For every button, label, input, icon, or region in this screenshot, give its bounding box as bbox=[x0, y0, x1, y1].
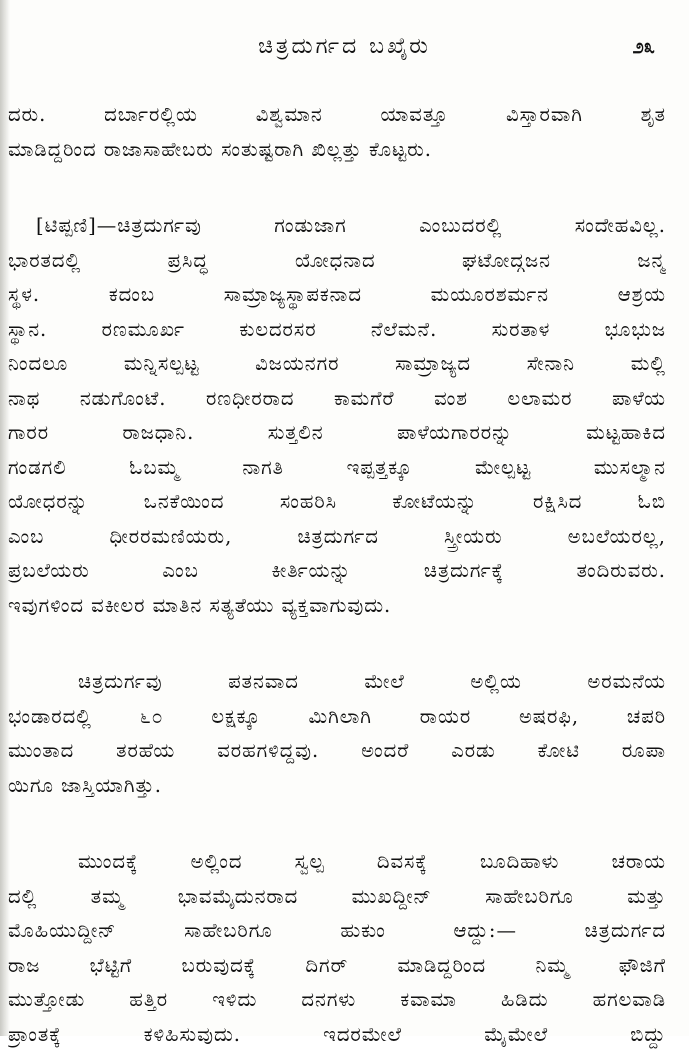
text-line: ಗಾರರ ರಾಜಧಾನಿ. ಸುತ್ತಲಿನ ಪಾಳೆಯಗಾರರನ್ನು ಮಟ್ಟಹಾಕಿದ bbox=[8, 416, 666, 451]
text-line: ರಾಜ ಭೆಟ್ಟಿಗೆ ಬರುವುದಕ್ಕೆ ದಿಗರ್ ಮಾಡಿದ್ದರಿಂದ ನಿಮ್ಮ ಫೌಜಿಗೆ bbox=[8, 949, 666, 984]
paragraph-gap bbox=[8, 623, 666, 665]
text-line: ಯೋಧರನ್ನು ಒನಕೆಯಿಂದ ಸಂಹರಿಸಿ ಕೋಟೆಯನ್ನು ರಕ್ಷಿಸಿದ ಓಬಿ bbox=[8, 485, 666, 520]
text-line: ನಾಥ ನಡುಗೊಂಟೆ. ರಣಧೀರರಾದ ಕಾಮಗೆರೆ ವಂಶ ಲಲಾಮರ ಪಾಳೆಯ bbox=[8, 382, 666, 417]
paragraph-gap bbox=[8, 803, 666, 845]
text-line: ಪ್ರಬಲೆಯರು ಎಂಬ ಕೀರ್ತಿಯನ್ನು ಚಿತ್ರದುರ್ಗಕ್ಕೆ ತಂದಿರುವರು. bbox=[8, 554, 666, 589]
text-line: ದರು. ದರ್ಬಾರಲ್ಲಿಯ ವಿಶ್ವಮಾನ ಯಾವತ್ತೂ ವಿಸ್ತಾರವಾಗಿ ಶೃತ bbox=[8, 98, 666, 133]
text-line: ನಿಂದಲೂ ಮನ್ನಿಸಲ್ಪಟ್ಟ ವಿಜಯನಗರ ಸಾಮ್ರಾಜ್ಯದ ಸೇನಾನಿ ಮಲ್ಲಿ bbox=[8, 347, 666, 382]
paragraph-treasury bbox=[8, 665, 666, 803]
page-number: ೨೩ bbox=[633, 34, 655, 58]
text-line: ಮೊಹಿಯುದ್ದೀನ್ ಸಾಹೇಬರಿಗೂ ಹುಕುಂ ಆದ್ದು:— ಚಿತ್ರದುರ್ಗದ bbox=[8, 914, 666, 949]
text-line: ಎಂಬ ಧೀರರಮಣಿಯರು, ಚಿತ್ರದುರ್ಗದ ಸ್ತ್ರೀಯರು ಅಬಲೆಯರಲ್ಲ, bbox=[8, 520, 666, 555]
page-header bbox=[0, 30, 689, 64]
text-line: ಭಂಡಾರದಲ್ಲಿ ೬೦ ಲಕ್ಷಕ್ಕೂ ಮಿಗಿಲಾಗಿ ರಾಯರ ಅಷರಫಿ, ಚಪರಿ bbox=[8, 700, 666, 735]
text-line: ಭಾರತದಲ್ಲಿ ಪ್ರಸಿದ್ಧ ಯೋಧನಾದ ಘಟೋದ್ಗಜನ ಜನ್ಮ bbox=[8, 244, 666, 279]
text-line: ಸ್ಥಳ. ಕದಂಬ ಸಾಮ್ರಾಜ್ಯಸ್ಥಾಪಕನಾದ ಮಯೂರಶರ್ಮನ ಆಶ್ರಯ bbox=[8, 278, 666, 313]
paragraph-gap bbox=[8, 167, 666, 209]
text-line: ಚಿತ್ರದುರ್ಗವು ಪತನವಾದ ಮೇಲೆ ಅಲ್ಲಿಯ ಅರಮನೆಯ bbox=[8, 665, 666, 700]
text-line: ಇವುಗಳಿಂದ ವಕೀಲರ ಮಾತಿನ ಸತ್ಯತೆಯು ವ್ಯಕ್ತವಾಗುವುದು. bbox=[8, 589, 666, 624]
text-line: ದಲ್ಲಿ ತಮ್ಮ ಭಾವಮೈದುನರಾದ ಮುಖದ್ದೀನ್ ಸಾಹೇಬರಿಗೂ ಮತ್ತು bbox=[8, 880, 666, 915]
text-line: ಸ್ಥಾನ. ರಣಮೂರ್ಖ ಕುಲದರಸರ ನೆಲೆಮನೆ. ಸುರತಾಳ ಭೂಭುಜ bbox=[8, 313, 666, 348]
text-line: ಮುಂತಾದ ತರಹೆಯ ವರಹಗಳಿದ್ದವು. ಅಂದರೆ ಎರಡು ಕೋಟಿ ರೂಪಾ bbox=[8, 734, 666, 769]
text-line: ಮುಂದಕ್ಕೆ ಅಲ್ಲಿಂದ ಸ್ವಲ್ಪ ದಿವಸಕ್ಕೆ ಬೂದಿಹಾಳು ಚರಾಯ bbox=[8, 845, 666, 880]
running-title: ಚಿತ್ರದುರ್ಗದ ಬಖೈರು bbox=[0, 34, 689, 59]
paragraph-note bbox=[8, 209, 666, 623]
text-line: ಮುತ್ತೋಡು ಹತ್ತಿರ ಇಳಿದು ದನಗಳು ಕವಾಮಾ ಹಿಡಿದು ಹಗಲವಾಡಿ bbox=[8, 983, 666, 1018]
text-line: ಮಾಡಿದ್ದರಿಂದ ರಾಜಾಸಾಹೇಬರು ಸಂತುಷ್ಟರಾಗಿ ಖಿಲ್ಲತ್ತು ಕೊಟ್ಟರು. bbox=[8, 133, 666, 168]
text-line: ಗಂಡಗಲಿ ಓಬಮ್ಮ ನಾಗತಿ ಇಪ್ಪತ್ತಕ್ಕೂ ಮೇಲ್ಪಟ್ಟ ಮುಸಲ್ಮಾನ bbox=[8, 451, 666, 486]
paragraph-continuation bbox=[8, 98, 666, 167]
note-heading-line: [ಟಿಪ್ಪಣಿ]—ಚಿತ್ರದುರ್ಗವು ಗಂಡುಜಾಗ ಎಂಬುದರಲ್ಲಿ ಸಂದೇಹವಿಲ್ಲ. bbox=[8, 209, 666, 244]
paragraph-order bbox=[8, 845, 666, 1052]
body-text bbox=[8, 98, 666, 1052]
text-line: ಯಿಗೂ ಜಾಸ್ತಿಯಾಗಿತ್ತು. bbox=[8, 769, 666, 804]
text-line: ಪ್ರಾಂತಕ್ಕೆ ಕಳಿಹಿಸುವುದು. ಇದರಮೇಲೆ ಮೈಮೇಲೆ ಬಿದ್ದು bbox=[8, 1018, 666, 1052]
